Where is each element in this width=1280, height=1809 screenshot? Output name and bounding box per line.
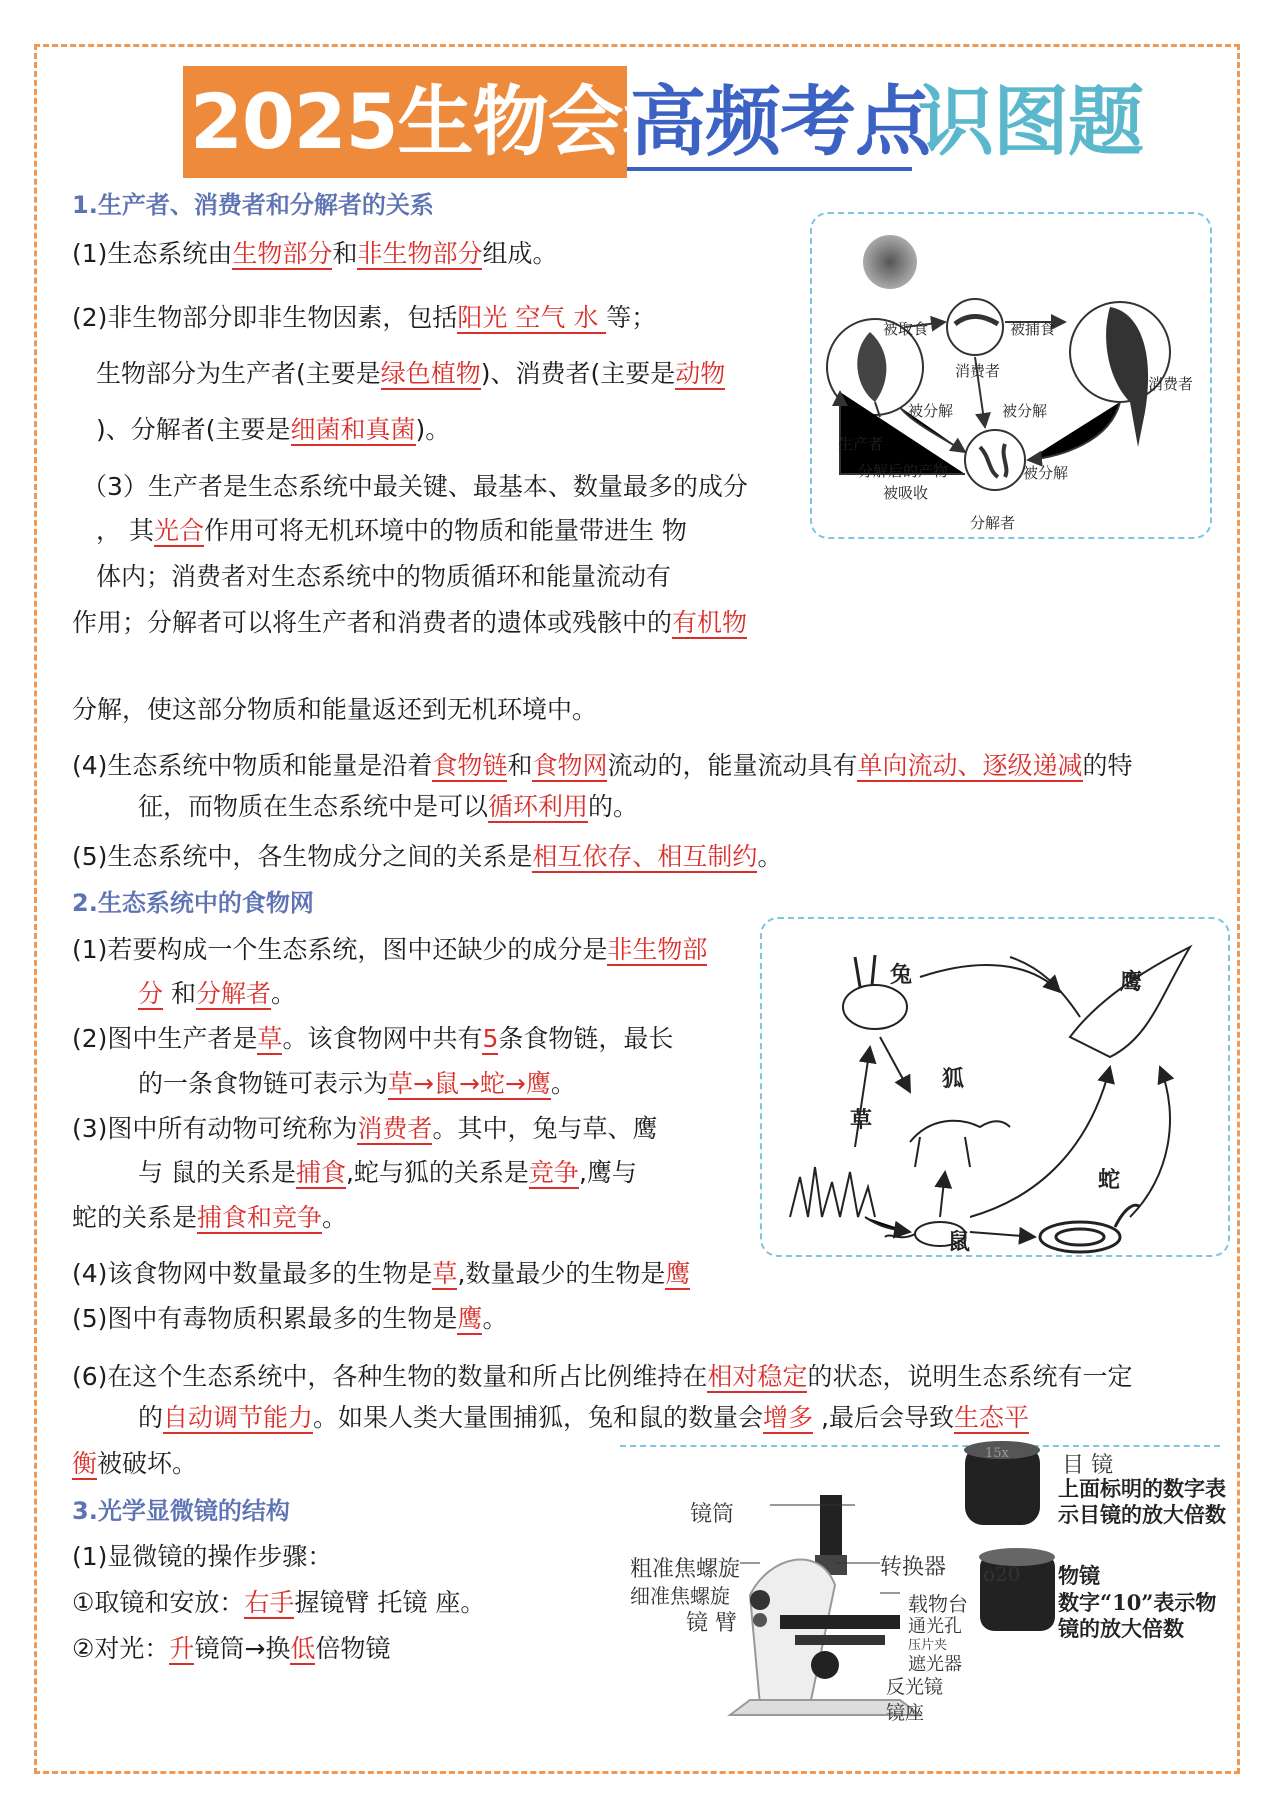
body-text: 征，而物质在生态系统中是可以 <box>138 792 489 821</box>
body-text: 的。 <box>588 792 639 821</box>
body-text: (2)非生物部分即非生物因素，包括 <box>72 303 458 332</box>
answer-text: 草 <box>432 1259 458 1288</box>
label-decomposed-1: 被分解 <box>908 402 954 420</box>
text-line <box>138 1067 576 1101</box>
body-text: 作用；分解者可以将生产者和消费者的遗体或残骸中的 <box>72 608 673 637</box>
body-text: ,鹰与 <box>578 1158 637 1187</box>
text-line <box>72 1540 332 1574</box>
text-line <box>72 237 557 271</box>
title-part-2: 高频考点 <box>630 77 930 166</box>
body-text: )、消费者(主要是 <box>480 359 676 388</box>
text-line <box>72 693 597 727</box>
label-eagle: 鹰 <box>1120 970 1143 995</box>
label-clip: 压片夹 <box>908 1638 948 1653</box>
label-consumer-1: 消费者 <box>955 362 1001 380</box>
body-text: 作用可将无机环境中的物质和能量带进生 物 <box>203 516 687 545</box>
plant-icon <box>857 332 886 402</box>
label-mirror: 反光镜 <box>886 1676 944 1698</box>
body-text: (5)图中有毒物质积累最多的生物是 <box>72 1304 458 1333</box>
text-line <box>72 1586 485 1620</box>
body-text: 蛇的关系是 <box>72 1203 198 1232</box>
answer-text: 右手 <box>244 1588 295 1617</box>
label-coarse-focus: 粗准焦螺旋 <box>630 1557 741 1582</box>
answer-text: 循环利用 <box>488 792 589 821</box>
answer-text: 竞争 <box>528 1158 579 1187</box>
label-snake: 蛇 <box>1098 1168 1121 1193</box>
title-underline <box>627 167 912 171</box>
mirror-shape <box>811 1651 839 1679</box>
consumer-circle <box>947 299 1003 355</box>
section-heading-text: 2.生态系统中的食物网 <box>72 889 314 917</box>
text-line <box>72 1112 657 1146</box>
answer-text: 非生物部 <box>607 935 708 964</box>
body-text: (4)该食物网中数量最多的生物是 <box>72 1259 433 1288</box>
body-text: )。 <box>415 415 451 444</box>
body-text: (6)在这个生态系统中，各种生物的数量和所占比例维持在 <box>72 1362 708 1391</box>
text-line <box>72 1360 1132 1394</box>
label-grass: 草 <box>850 1108 873 1133</box>
eagle-icon <box>1070 947 1190 1057</box>
body-text: 分解，使这部分物质和能量返还到无机环境中。 <box>72 695 598 724</box>
body-text: 体内；消费者对生态系统中的物质循环和能量流动有 <box>96 562 672 591</box>
body-text: 。 <box>270 979 296 1008</box>
text-line <box>96 357 725 391</box>
text-line <box>96 514 687 548</box>
objective-title: 物镜 <box>1058 1563 1100 1588</box>
text-line <box>138 1156 637 1190</box>
objective-mark: o20 <box>983 1562 1021 1586</box>
answer-text: 捕食和竞争 <box>197 1203 323 1232</box>
snake-icon <box>1040 1222 1120 1252</box>
body-text: ,数量最少的生物是 <box>457 1259 666 1288</box>
label-caught: 被捕食 <box>1010 320 1056 338</box>
answer-text: 草 <box>257 1024 283 1053</box>
body-text: 条食物链，最长 <box>498 1024 674 1053</box>
text-line <box>72 933 707 967</box>
arm-shape <box>750 1560 835 1705</box>
label-nosepiece: 转换器 <box>880 1555 947 1580</box>
eyepiece-title: 目 镜 <box>1062 1453 1113 1478</box>
body-text: ， 其 <box>96 516 154 545</box>
answer-text: 绿色植物 <box>380 359 481 388</box>
body-text: 等； <box>606 303 657 332</box>
answer-text: 单向流动、逐级递减 <box>857 751 1083 780</box>
text-line <box>72 1632 390 1666</box>
body-text: 。 <box>550 1069 576 1098</box>
label-taken: 被取食 <box>883 320 929 338</box>
text-line <box>138 790 638 824</box>
body-text: (3)图中所有动物可统称为 <box>72 1114 358 1143</box>
body-text: 倍物镜 <box>315 1634 391 1663</box>
body-text: 。 <box>757 842 783 871</box>
body-text: (4)生态系统中物质和能量是沿着 <box>72 751 433 780</box>
body-text: 。如果人类大量围捕狐，兔和鼠的数量会 <box>313 1403 764 1432</box>
label-absorbed: 被吸收 <box>883 484 929 502</box>
body-text: 组成。 <box>482 239 558 268</box>
answer-text: 增多 <box>763 1403 814 1432</box>
answer-text: 食物链 <box>432 751 508 780</box>
text-line <box>138 1401 1029 1435</box>
answer-text: 低 <box>290 1634 316 1663</box>
answer-text: 升 <box>169 1634 195 1663</box>
label-mouse: 鼠 <box>948 1230 971 1255</box>
text-line <box>72 1302 507 1336</box>
body-text: (1)显微镜的操作步骤： <box>72 1542 333 1571</box>
body-text: 的 <box>138 1403 164 1432</box>
body-text: ,蛇与狐的关系是 <box>345 1158 529 1187</box>
label-stage: 载物台 <box>908 1592 968 1616</box>
body-text: 的特 <box>1082 751 1133 780</box>
text-line <box>82 470 748 504</box>
label-arm: 镜 臂 <box>686 1611 737 1636</box>
text-line <box>72 840 782 874</box>
body-text: 被破坏。 <box>97 1449 198 1478</box>
body-text: 和 <box>163 979 196 1008</box>
body-text: ,最后会导致 <box>813 1403 954 1432</box>
text-line <box>96 413 450 447</box>
answer-text: 5 <box>482 1024 499 1053</box>
body-text: （3）生产者是生态系统中最关键、最基本、数量最多的成分 <box>82 472 748 501</box>
answer-text: 生态平 <box>953 1403 1029 1432</box>
answer-text: 光合 <box>153 516 204 545</box>
answer-text: 食物网 <box>532 751 608 780</box>
title-part-1: 2025生物会考 <box>190 77 698 166</box>
decomposer-circle <box>965 430 1025 490</box>
text-line <box>72 1201 347 1235</box>
title-part-3: 识图题 <box>918 77 1143 166</box>
answer-text: 消费者 <box>357 1114 433 1143</box>
eyepiece-description: 上面标明的数字表示目镜的放大倍数 <box>1058 1476 1226 1527</box>
text-line <box>72 749 1133 783</box>
body-text: 与 鼠的关系是 <box>138 1158 296 1187</box>
answer-text: 生物部分 <box>232 239 333 268</box>
section-heading-text: 3.光学显微镜的结构 <box>72 1497 290 1525</box>
body-text: (2)图中生产者是 <box>72 1024 258 1053</box>
label-producer: 生产者 <box>838 435 884 453</box>
body-text: ②对光： <box>72 1634 170 1663</box>
caterpillar-icon <box>955 316 998 324</box>
label-consumer-2: 消费者 <box>1148 375 1194 393</box>
answer-text: 自动调节能力 <box>163 1403 314 1432</box>
answer-text: 草→鼠→蛇→鹰 <box>388 1069 551 1098</box>
answer-text: 有机物 <box>672 608 748 637</box>
answer-text: 细菌和真菌 <box>290 415 416 444</box>
label-fox: 狐 <box>942 1067 965 1092</box>
answer-text: 捕食 <box>295 1158 346 1187</box>
answer-text: 鹰 <box>665 1259 691 1288</box>
label-rabbit: 兔 <box>890 963 913 988</box>
body-text: 。该食物网中共有 <box>282 1024 483 1053</box>
text-line <box>72 301 656 335</box>
answer-text: 非生物部分 <box>357 239 483 268</box>
label-decomposed-3: 被分解 <box>1023 464 1069 482</box>
text-line <box>72 1257 690 1291</box>
text-line <box>72 1447 197 1481</box>
objective-description: 数字“10”表示物镜的放大倍数 <box>1058 1590 1217 1641</box>
body-text: 和 <box>507 751 533 780</box>
section-heading-1 <box>72 188 434 222</box>
label-fine-focus: 细准焦螺旋 <box>630 1584 730 1608</box>
section-heading-3 <box>72 1494 290 1528</box>
fox-icon <box>910 1121 1010 1142</box>
section-heading-2 <box>72 886 314 920</box>
grass-icon <box>790 1167 875 1217</box>
label-base: 镜座 <box>886 1702 925 1724</box>
body-text: 握镜臂 托镜 座。 <box>294 1588 486 1617</box>
sun-icon <box>863 235 917 289</box>
eyepiece-mark: 15x <box>985 1446 1009 1461</box>
label-diaphragm: 遮光器 <box>908 1654 962 1675</box>
body-text: 的状态，说明生态系统有一定 <box>807 1362 1133 1391</box>
body-text: )、分解者(主要是 <box>96 415 291 444</box>
body-text: 的一条食物链可表示为 <box>138 1069 389 1098</box>
swallow-icon <box>1106 307 1148 447</box>
body-text: 流动的，能量流动具有 <box>607 751 858 780</box>
text-line <box>72 1022 673 1056</box>
body-text: 和 <box>332 239 358 268</box>
rabbit-icon <box>843 985 907 1029</box>
body-text: (1)若要构成一个生态系统，图中还缺少的成分是 <box>72 935 608 964</box>
label-decomposed-2: 被分解 <box>1002 402 1048 420</box>
text-line <box>72 606 747 640</box>
body-text: 生物部分为生产者(主要是 <box>96 359 381 388</box>
body-text: 。其中，兔与草、鹰 <box>432 1114 658 1143</box>
tube-shape <box>820 1495 842 1555</box>
label-tube: 镜筒 <box>690 1502 735 1527</box>
stage-shape <box>780 1615 900 1629</box>
answer-text: 衡 <box>72 1449 98 1478</box>
text-line <box>96 560 671 594</box>
body-text: ①取镜和安放： <box>72 1588 245 1617</box>
answer-text: 鹰 <box>457 1304 483 1333</box>
answer-text: 相对稳定 <box>707 1362 808 1391</box>
section-heading-text: 1.生产者、消费者和分解者的关系 <box>72 191 434 219</box>
fungi-icon <box>980 444 1006 477</box>
answer-text: 相互依存、相互制约 <box>532 842 758 871</box>
text-line <box>138 977 296 1011</box>
answer-text: 动物 <box>675 359 726 388</box>
label-decomposer: 分解者 <box>970 514 1016 532</box>
body-text: (1)生态系统由 <box>72 239 233 268</box>
label-products: 分解后的产物 <box>858 462 949 480</box>
body-text: 镜筒→换 <box>194 1634 291 1663</box>
answer-text: 分解者 <box>195 979 271 1008</box>
food-web-art <box>760 917 1230 1257</box>
answer-text: 阳光 空气 水 <box>457 303 607 332</box>
body-text: 。 <box>482 1304 508 1333</box>
label-hole: 通光孔 <box>908 1616 962 1637</box>
answer-text: 分 <box>138 979 164 1008</box>
body-text: (5)生态系统中，各生物成分之间的关系是 <box>72 842 533 871</box>
body-text: 。 <box>322 1203 348 1232</box>
